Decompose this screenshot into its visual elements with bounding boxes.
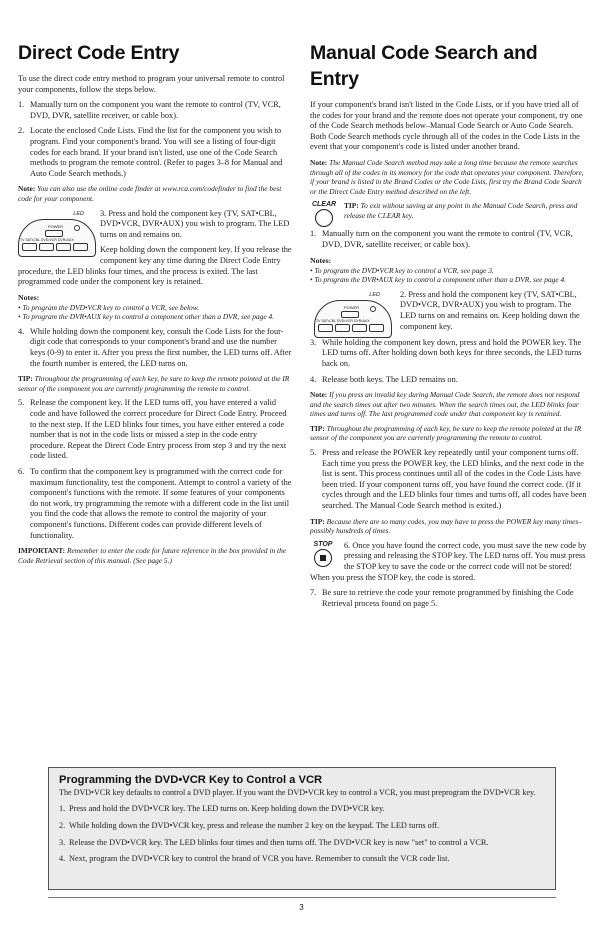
list-item: 5. Release the component key. If the LED turns off, you have entered a valid code and have followed the correct procedure for Direct Code Entry. Proceed to the next step. If the LED blinks four times, you have either entered a code number that is not in the code lists or missed a step in the code entry procedure. Repeat the Direct Code Entry process from step 3 and try the next code listed.	[18, 398, 287, 461]
list-item: • To program the DVD•VCR key to control a VCR, see page 3.	[310, 265, 494, 275]
list-item: 1. Manually turn on the component you want the remote to control (TV, VCR, DVD, DVR, satellite receiver, or cable box).	[18, 100, 281, 120]
dvd-vcr-programming-box	[48, 767, 556, 890]
notes-heading: Notes:	[18, 292, 40, 302]
steps-list	[18, 100, 293, 179]
sat-cbl-key-icon	[335, 324, 350, 332]
important-note: IMPORTANT: Remember to enter the code for future reference in the box provided in the Code Retrieval section of this manual. (See page 5.)	[18, 546, 287, 565]
list-item: 1. Manually turn on the component you want the remote to control (TV, VCR, DVD, DVR, satellite receiver, or cable box).	[310, 229, 573, 249]
stop-key-icon	[314, 549, 332, 567]
dvr-aux-key-icon	[73, 243, 88, 251]
steps-list	[59, 804, 545, 864]
tv-key-icon	[318, 324, 333, 332]
direct-code-entry-section	[18, 40, 293, 570]
power-label: POWER	[344, 304, 360, 310]
list-item: 2. While holding down the DVD•VCR key, press and release the number 2 key on the keypad. The LED turns off.	[59, 821, 440, 830]
list-item: • To program the DVD•VCR key to control a VCR, see below.	[18, 302, 199, 312]
component-keys-label: TV SAT•CBL DVD•VCR DVR•AUX	[316, 318, 370, 323]
note: Note: You can also use the online code finder at www.rca.com/codefinder to find the best code for your component.	[18, 184, 282, 203]
note: Note: If you press an invalid key during Manual Code Search, the remote does not respond and the search times out after two minutes. When the search times out, the LED blinks four times and turns off. The last programmed code under that component key is retained.	[310, 390, 580, 419]
dvd-vcr-key-icon	[352, 324, 367, 332]
tv-key-icon	[22, 243, 37, 251]
tip: TIP: Because there are so many codes, you may have to press the POWER key many times–possibly hundreds of times.	[310, 516, 582, 536]
led-icon	[370, 306, 376, 312]
steps-list	[310, 448, 587, 512]
tip: TIP: To exit without saving at any point in the Manual Code Search, press and release the CLEAR key.	[344, 201, 578, 220]
tip: TIP: Throughout the programming of each key, be sure to keep the remote pointed at the IR sensor of the component you are currently programming the remote to control.	[18, 374, 290, 393]
intro-text: If your component's brand isn't listed in the Code Lists, or if you have tried all of the codes for your brand and the remote does not operate your component, try one of the Code Search methods below–Manual Code Search or Auto Code Search. Both Code Search methods cycle through all of the codes in the Code Lists in the event that your component's code is listed under another brand.	[310, 100, 583, 152]
steps-list	[310, 338, 587, 385]
step-3-text: 3. Press and hold the component key (TV, SAT•CBL, DVD•VCR, DVR•AUX) you wish to program. The LED turns on and remains on.	[100, 208, 290, 239]
power-key-icon	[341, 311, 359, 318]
notes-heading: Notes:	[310, 255, 332, 265]
manual-code-search-section	[310, 40, 587, 614]
dvd-vcr-key-icon	[56, 243, 71, 251]
list-item: 1. Press and hold the DVD•VCR key. The LED turns on. Keep holding down the DVD•VCR key.	[59, 804, 385, 814]
sat-cbl-key-icon	[39, 243, 54, 251]
note: Note: The Manual Code Search method may take a long time because the remote searches through all of the codes in its memory for the code that operates your component. Therefore, if your brand is listed in the Brand Codes or the Code Lists, first try the Brand Code Search or the Direct Code Entry method described on the left.	[310, 157, 584, 196]
box-title: Programming the DVD•VCR Key to Control a VCR	[59, 774, 323, 786]
notes-list	[18, 303, 293, 322]
list-item: 4. Next, program the DVD•VCR key to control the brand of VCR you have. Remember to consult the VCR code list.	[59, 854, 450, 864]
remote-illustration	[18, 211, 94, 255]
step-3-block	[18, 209, 293, 293]
power-key-icon	[45, 230, 63, 237]
clear-key-icon	[315, 209, 333, 227]
step-6-text: 6. Once you have found the correct code, you must save the new code by pressing and releasing the STOP key. The LED turns off. You must press the STOP key to save the code or the correct code will not be stored! When you press the STOP key, the code is stored.	[310, 540, 587, 582]
component-keys-label: TV SAT•CBL DVD•VCR DVR•AUX	[20, 237, 74, 242]
page-number: 3	[299, 903, 304, 912]
list-item: 3. Release the DVD•VCR key. The LED blinks four times and then turns off. The DVD•VCR key is now "set" to control a VCR.	[59, 837, 489, 847]
list-item: • To program the DVR•AUX key to control a component other than a DVR, see page 4.	[18, 312, 275, 322]
list-item: 5. Press and release the POWER key repeatedly until your component turns off. Each time you press the POWER key, the LED blinks, and the next code in the list is sent. This process continues until all of the codes in the Code Lists have been tried. If your component turns off, you have found the correct code. (If it cycles through and the LED blinks four times and turns off, all codes have been searched. The Manual Code Search method is exited.)	[310, 448, 587, 511]
step-2-block	[310, 290, 587, 338]
footer-divider	[48, 897, 556, 898]
list-item: 4. Release both keys. The LED remains on.	[310, 374, 458, 384]
power-label: POWER	[48, 223, 64, 229]
list-item: 7. Be sure to retrieve the code your remote programmed by finishing the Code Retrieval process found on page 5.	[310, 588, 574, 608]
led-icon	[74, 225, 80, 231]
list-item: 6. To confirm that the component key is programmed with the correct code for maximum functionality, test the component. Attempt to control a variety of the component's functions with the remote. If some features of your components do not work, try programming the remote with a different code in the list until you find the code that allows the remote to control the majority of your component's functions. Different codes can provide different levels of functionality.	[18, 467, 292, 540]
box-intro: The DVD•VCR key defaults to control a DVD player. If you want the DVD•VCR key to control a VCR, you must preprogram the DVD•VCR key.	[59, 788, 536, 797]
list-item: 3. While holding the component key down, press and hold the POWER key. The LED turns off. After holding down both keys for three seconds, the LED turns back on.	[310, 337, 582, 368]
tip: TIP: Throughout the programming of each key, be sure to keep the remote pointed at the IR sensor of the component you are currently programming the remote to control.	[310, 423, 582, 443]
step-2-text: 2. Press and hold the component key (TV, SAT•CBL, DVD•VCR, DVR•AUX) you wish to program. The LED turns on and remains on. Keep holding down the component key.	[400, 289, 580, 331]
intro-text: To use the direct code entry method to program your universal remote to control your components, follow the steps below.	[18, 74, 285, 94]
section-title: Manual Code Search and Entry	[310, 42, 538, 90]
notes-list	[310, 266, 587, 285]
led-label: LED	[73, 210, 84, 217]
list-item: 4. While holding down the component key, consult the Code Lists for the four-digit code that corresponds to your component's brand and use the number keys (0-9) to enter it. After you press the first number, the LED turns off. After the fourth number is entered, the LED turns on.	[18, 326, 292, 368]
step-3-text-continued: Keep holding down the component key. If you release the component key any time during the Direct Code Entry procedure, the LED blinks four times, and the process is exited. The last programmed code under the component key is retained.	[18, 245, 292, 287]
stop-key-illustration	[310, 541, 336, 567]
led-label: LED	[369, 291, 380, 298]
clear-key-illustration	[310, 201, 338, 227]
clear-label: CLEAR	[311, 201, 337, 209]
steps-list	[18, 398, 293, 541]
tip-clear-block	[310, 201, 587, 229]
stop-label: STOP	[313, 540, 333, 548]
section-title: Direct Code Entry	[18, 42, 180, 64]
dvr-aux-key-icon	[369, 324, 384, 332]
step-6-block	[310, 541, 587, 588]
steps-list	[310, 588, 587, 609]
steps-list	[18, 327, 293, 369]
list-item: 2. Locate the enclosed Code Lists. Find the list for the component you wish to program. Find your component's brand. You will see a listing of four-digit codes for each brand. If your brand isn't listed, use one of the Code Search methods to program the remote control. (Refer to pages 3–8 for Manual and Auto Code Search methods.)	[18, 126, 283, 178]
steps-list	[310, 229, 587, 250]
list-item: • To program the DVR•AUX key to control a component other than a DVR, see page 4.	[310, 275, 567, 285]
remote-illustration	[314, 292, 390, 336]
